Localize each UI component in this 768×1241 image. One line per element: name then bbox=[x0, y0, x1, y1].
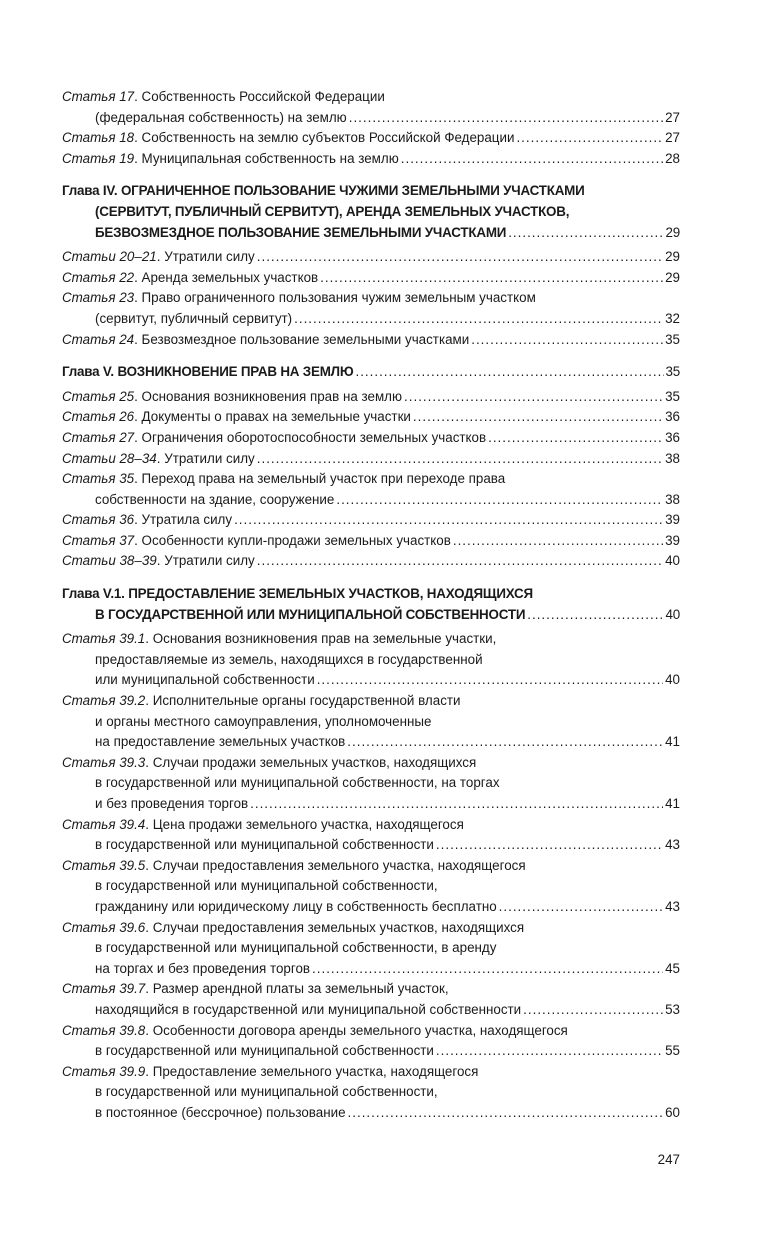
article-number: Статья 25 bbox=[62, 388, 135, 404]
dot-leader bbox=[347, 732, 663, 753]
entry-title: Аренда земельных участков bbox=[141, 269, 319, 285]
toc-line bbox=[62, 1000, 680, 1021]
article-number: Статья 36 bbox=[62, 512, 135, 528]
dot-leader bbox=[312, 959, 663, 980]
dot-leader bbox=[336, 490, 663, 511]
dot-leader bbox=[413, 407, 663, 428]
toc-line bbox=[62, 732, 680, 753]
toc-line bbox=[62, 959, 680, 980]
toc-article[interactable] bbox=[62, 469, 680, 510]
dot-leader bbox=[488, 428, 663, 449]
dot-leader bbox=[516, 128, 663, 149]
toc-article[interactable] bbox=[62, 815, 680, 856]
toc-line: Статья 39.5. Случаи предоставления земельного участка, находящегося bbox=[62, 857, 526, 873]
toc-chapter[interactable] bbox=[62, 181, 680, 243]
entry-title: Переход права на земельный участок при переходе права bbox=[141, 471, 506, 487]
toc-article[interactable] bbox=[62, 551, 680, 572]
entry-title: В ГОСУДАРСТВЕННОЙ ИЛИ МУНИЦИПАЛЬНОЙ СОБСТВЕННОСТИ bbox=[95, 606, 526, 622]
page-ref[interactable]: 36 bbox=[665, 429, 680, 445]
toc-line bbox=[62, 876, 680, 897]
toc-line bbox=[62, 712, 680, 733]
dot-leader bbox=[320, 268, 663, 289]
page-ref[interactable]: 27 bbox=[665, 130, 680, 146]
toc-article[interactable] bbox=[62, 407, 680, 428]
toc-line bbox=[62, 650, 680, 671]
toc-article[interactable] bbox=[62, 979, 680, 1020]
entry-title: и органы местного самоуправления, уполномоченные bbox=[95, 713, 432, 729]
article-number: Статья 39.3 bbox=[62, 754, 146, 770]
toc-chapter[interactable] bbox=[62, 584, 680, 625]
toc-article[interactable] bbox=[62, 149, 680, 170]
entry-title: (федеральная собственность) на землю bbox=[95, 109, 347, 125]
entry-title: Особенности договора аренды земельного участка, находящегося bbox=[152, 1022, 568, 1038]
toc-line: Статьи 28–34. Утратили силу ..... 38 bbox=[62, 449, 680, 470]
page-ref[interactable]: 40 bbox=[665, 606, 680, 622]
entry-title: (СЕРВИТУТ, ПУБЛИЧНЫЙ СЕРВИТУТ), АРЕНДА ЗЕМЕЛЬНЫХ УЧАСТКОВ, bbox=[95, 203, 570, 219]
article-number: Статьи 20–21 bbox=[62, 249, 157, 265]
page-ref[interactable]: 36 bbox=[665, 409, 680, 425]
entry-title: на торгах и без проведения торгов bbox=[95, 960, 311, 976]
dot-leader bbox=[257, 449, 663, 470]
dot-leader bbox=[523, 1000, 663, 1021]
toc-line bbox=[62, 490, 680, 511]
page-ref[interactable]: 53 bbox=[665, 1001, 680, 1017]
entry-title: Предоставление земельного участка, находящегося bbox=[152, 1063, 479, 1079]
page-ref[interactable]: 27 bbox=[665, 109, 680, 125]
toc-article[interactable] bbox=[62, 247, 680, 268]
article-number: Статья 22 bbox=[62, 269, 135, 285]
article-number: Статья 39.8 bbox=[62, 1022, 146, 1038]
page-ref[interactable]: 38 bbox=[665, 491, 680, 507]
page-ref[interactable]: 43 bbox=[665, 837, 680, 853]
toc-line: Статья 39.6. Случаи предоставления земельных участков, находящихся bbox=[62, 919, 525, 935]
entry-title: в государственной или муниципальной собственности, в аренду bbox=[95, 940, 497, 956]
entry-title: в государственной или муниципальной собственности bbox=[95, 837, 434, 853]
entry-title: Утратила силу bbox=[141, 512, 233, 528]
dot-leader bbox=[453, 531, 663, 552]
dot-leader bbox=[250, 794, 663, 815]
toc-article[interactable] bbox=[62, 691, 680, 753]
page-ref[interactable]: 40 bbox=[665, 553, 680, 569]
toc-article[interactable] bbox=[62, 856, 680, 918]
toc-article[interactable] bbox=[62, 128, 680, 149]
entry-title: Утратили силу bbox=[164, 249, 255, 265]
article-number: Статья 39.1 bbox=[62, 631, 146, 647]
toc-line bbox=[62, 1103, 680, 1124]
dot-leader bbox=[355, 362, 663, 383]
toc-article[interactable] bbox=[62, 330, 680, 351]
toc-line: Статья 39.4. Цена продажи земельного участка, находящегося bbox=[62, 816, 464, 832]
article-number: Статья 26 bbox=[62, 409, 135, 425]
dot-leader bbox=[436, 1041, 663, 1062]
article-number: Статья 24 bbox=[62, 331, 135, 347]
entry-title: Цена продажи земельного участка, находящегося bbox=[152, 816, 464, 832]
toc-line: Статья 17. Собственность Российской Федерации bbox=[62, 89, 385, 104]
page-ref[interactable]: 55 bbox=[665, 1043, 680, 1059]
article-number: Статья 39.7 bbox=[62, 981, 146, 997]
toc-line bbox=[62, 309, 680, 330]
page-ref[interactable]: 29 bbox=[665, 249, 680, 265]
entry-title: Случаи предоставления земельных участков, находящихся bbox=[152, 919, 525, 935]
toc-line bbox=[62, 584, 680, 605]
toc-article[interactable] bbox=[62, 87, 680, 128]
toc-line bbox=[62, 1041, 680, 1062]
article-number: Статья 39.4 bbox=[62, 816, 146, 832]
page-ref[interactable]: 29 bbox=[665, 224, 680, 240]
entry-title: в постоянное (бессрочное) пользование bbox=[95, 1104, 346, 1120]
dot-leader bbox=[294, 309, 663, 330]
toc-chapter[interactable] bbox=[62, 362, 680, 383]
toc-line bbox=[62, 938, 680, 959]
toc-article[interactable] bbox=[62, 1062, 680, 1124]
toc-article[interactable] bbox=[62, 918, 680, 980]
entry-title: Случаи предоставления земельного участка, находящегося bbox=[152, 857, 526, 873]
entry-title: Случаи продажи земельных участков, находящихся bbox=[152, 754, 477, 770]
toc-article[interactable] bbox=[62, 428, 680, 449]
toc-line: Статья 39.7. Размер арендной платы за земельный участок, bbox=[62, 981, 449, 997]
toc-line: Статья 39.8. Особенности договора аренды земельного участка, находящегося bbox=[62, 1022, 568, 1038]
page-ref[interactable]: 60 bbox=[665, 1104, 680, 1120]
toc-line bbox=[62, 773, 680, 794]
article-number: Статья 17 bbox=[62, 89, 135, 104]
toc-line: Статьи 20–21. Утратили силу ..... 29 bbox=[62, 247, 680, 268]
entry-title: предоставляемые из земель, находящихся в государственной bbox=[95, 651, 483, 667]
toc-line bbox=[62, 223, 680, 244]
toc-line bbox=[62, 362, 680, 383]
article-number: Статья 39.6 bbox=[62, 919, 146, 935]
table-of-contents bbox=[62, 87, 680, 1124]
page-ref[interactable]: 29 bbox=[665, 269, 680, 285]
toc-line: Статья 25. Основания возникновения прав на землю ..... 35 bbox=[62, 387, 680, 408]
article-number: Статья 19 bbox=[62, 150, 135, 166]
toc-article[interactable] bbox=[62, 531, 680, 552]
dot-leader bbox=[404, 387, 663, 408]
toc-line: Статья 23. Право ограниченного пользования чужим земельным участком bbox=[62, 290, 536, 306]
entry-title: Глава IV. ОГРАНИЧЕННОЕ ПОЛЬЗОВАНИЕ ЧУЖИМИ ЗЕМЕЛЬНЫМИ УЧАСТКАМИ bbox=[62, 183, 585, 199]
entry-title: Утратили силу bbox=[164, 450, 255, 466]
article-number: Статья 23 bbox=[62, 290, 135, 306]
dot-leader bbox=[499, 897, 663, 918]
toc-line bbox=[62, 202, 680, 223]
page-ref[interactable]: 41 bbox=[665, 734, 680, 750]
toc-article[interactable] bbox=[62, 629, 680, 691]
article-number: Статья 39.9 bbox=[62, 1063, 146, 1079]
entry-title: (сервитут, публичный сервитут) bbox=[95, 310, 293, 326]
entry-title: собственности на здание, сооружение bbox=[95, 491, 335, 507]
toc-line: Статья 18. Собственность на землю субъектов Российской Федерации ..... 27 bbox=[62, 128, 680, 149]
page-ref[interactable]: 35 bbox=[665, 364, 680, 380]
entry-title: Размер арендной платы за земельный участок, bbox=[152, 981, 449, 997]
entry-title: в государственной или муниципальной собственности, на торгах bbox=[95, 775, 500, 791]
toc-line bbox=[62, 794, 680, 815]
toc-line bbox=[62, 835, 680, 856]
article-number: Статья 37 bbox=[62, 532, 135, 548]
toc-line: Статья 39.1. Основания возникновения прав на земельные участки, bbox=[62, 631, 497, 647]
toc-line bbox=[62, 670, 680, 691]
article-number: Статья 39.5 bbox=[62, 857, 146, 873]
entry-title: Глава V. ВОЗНИКНОВЕНИЕ ПРАВ НА ЗЕМЛЮ bbox=[62, 364, 354, 380]
entry-title: Ограничения оборотоспособности земельных участков bbox=[141, 429, 487, 445]
toc-line: Статья 24. Безвозмездное пользование земельными участками ..... 35 bbox=[62, 330, 680, 351]
toc-line: Статья 39.2. Исполнительные органы государственной власти bbox=[62, 693, 461, 709]
toc-line bbox=[62, 181, 680, 202]
toc-article[interactable] bbox=[62, 387, 680, 408]
toc-line: Статья 39.9. Предоставление земельного участка, находящегося bbox=[62, 1063, 479, 1079]
toc-article[interactable] bbox=[62, 288, 680, 329]
dot-leader bbox=[508, 223, 663, 244]
entry-title: Безвозмездное пользование земельными участками bbox=[141, 331, 470, 347]
entry-title: в государственной или муниципальной собственности bbox=[95, 1043, 434, 1059]
toc-line bbox=[62, 897, 680, 918]
page-ref[interactable]: 41 bbox=[665, 796, 680, 811]
entry-title: гражданину или юридическому лицу в собственность бесплатно bbox=[95, 898, 497, 914]
page-ref[interactable]: 32 bbox=[665, 310, 680, 326]
toc-article[interactable] bbox=[62, 1021, 680, 1062]
toc-line: Статья 26. Документы о правах на земельные участки ..... 36 bbox=[62, 407, 680, 428]
entry-title: Особенности купли-продажи земельных участков bbox=[141, 532, 451, 548]
entry-title: Собственность на землю субъектов Российской Федерации bbox=[141, 130, 515, 146]
article-number: Статья 39.2 bbox=[62, 693, 146, 709]
page-ref[interactable]: 28 bbox=[665, 150, 680, 166]
article-number: Статьи 28–34 bbox=[62, 450, 157, 466]
page-ref[interactable]: 39 bbox=[665, 512, 680, 528]
dot-leader bbox=[257, 551, 663, 572]
toc-line: Статья 37. Особенности купли-продажи земельных участков ..... 39 bbox=[62, 531, 680, 552]
toc-line: Статья 19. Муниципальная собственность на землю ..... 28 bbox=[62, 149, 680, 170]
dot-leader bbox=[349, 108, 663, 129]
page-number: 247 bbox=[657, 1152, 680, 1167]
entry-title: на предоставление земельных участков bbox=[95, 734, 346, 750]
toc-article[interactable] bbox=[62, 449, 680, 470]
entry-title: Исполнительные органы государственной власти bbox=[152, 693, 461, 709]
toc-article[interactable] bbox=[62, 753, 680, 815]
article-number: Статья 35 bbox=[62, 471, 135, 487]
dot-leader bbox=[317, 670, 663, 691]
article-number: Статья 18 bbox=[62, 130, 135, 146]
page-ref[interactable]: 38 bbox=[665, 450, 680, 466]
entry-title: в государственной или муниципальной собственности, bbox=[95, 1084, 438, 1100]
dot-leader bbox=[436, 835, 663, 856]
toc-line: Статья 36. Утратила силу ..... 39 bbox=[62, 510, 680, 531]
article-number: Статья 27 bbox=[62, 429, 135, 445]
toc-article[interactable] bbox=[62, 510, 680, 531]
entry-title: Собственность Российской Федерации bbox=[141, 89, 385, 104]
dot-leader bbox=[234, 510, 663, 531]
entry-title: Утратили силу bbox=[164, 553, 255, 569]
toc-line: Статья 35. Переход права на земельный участок при переходе права bbox=[62, 471, 506, 487]
entry-title: Основания возникновения прав на земельные участки, bbox=[152, 631, 497, 647]
entry-title: Муниципальная собственность на землю bbox=[141, 150, 399, 166]
entry-title: Глава V.1. ПРЕДОСТАВЛЕНИЕ ЗЕМЕЛЬНЫХ УЧАСТКОВ, НАХОДЯЩИХСЯ bbox=[62, 586, 533, 602]
entry-title: Документы о правах на земельные участки bbox=[141, 409, 411, 425]
entry-title: находящийся в государственной или муниципальной собственности bbox=[95, 1001, 522, 1017]
entry-title: Право ограниченного пользования чужим земельным участком bbox=[141, 290, 536, 306]
entry-title: и без проведения торгов bbox=[95, 796, 249, 811]
toc-article[interactable] bbox=[62, 268, 680, 289]
entry-title: БЕЗВОЗМЕЗДНОЕ ПОЛЬЗОВАНИЕ ЗЕМЕЛЬНЫМИ УЧАСТКАМИ bbox=[95, 224, 507, 240]
toc-line bbox=[62, 108, 680, 129]
entry-title: в государственной или муниципальной собственности, bbox=[95, 878, 438, 894]
page-ref[interactable]: 43 bbox=[665, 898, 680, 914]
page-ref[interactable]: 40 bbox=[665, 672, 680, 688]
article-number: Статьи 38–39 bbox=[62, 553, 157, 569]
toc-line: Статья 39.3. Случаи продажи земельных участков, находящихся bbox=[62, 754, 477, 770]
page-ref[interactable]: 35 bbox=[665, 388, 680, 404]
dot-leader bbox=[527, 605, 663, 626]
entry-title: Основания возникновения прав на землю bbox=[141, 388, 403, 404]
page-ref[interactable]: 45 bbox=[665, 960, 680, 976]
toc-line bbox=[62, 1082, 680, 1103]
toc-line: Статья 27. Ограничения оборотоспособности земельных участков ..... 36 bbox=[62, 428, 680, 449]
toc-line: Статья 22. Аренда земельных участков ..... 29 bbox=[62, 268, 680, 289]
entry-title: или муниципальной собственности bbox=[95, 672, 315, 688]
page-ref[interactable]: 35 bbox=[665, 331, 680, 347]
dot-leader bbox=[471, 330, 663, 351]
dot-leader bbox=[257, 247, 663, 268]
dot-leader bbox=[401, 149, 663, 170]
toc-line: Статьи 38–39. Утратили силу ..... 40 bbox=[62, 551, 680, 572]
dot-leader bbox=[348, 1103, 664, 1124]
page-ref[interactable]: 39 bbox=[665, 532, 680, 548]
toc-line bbox=[62, 605, 680, 626]
